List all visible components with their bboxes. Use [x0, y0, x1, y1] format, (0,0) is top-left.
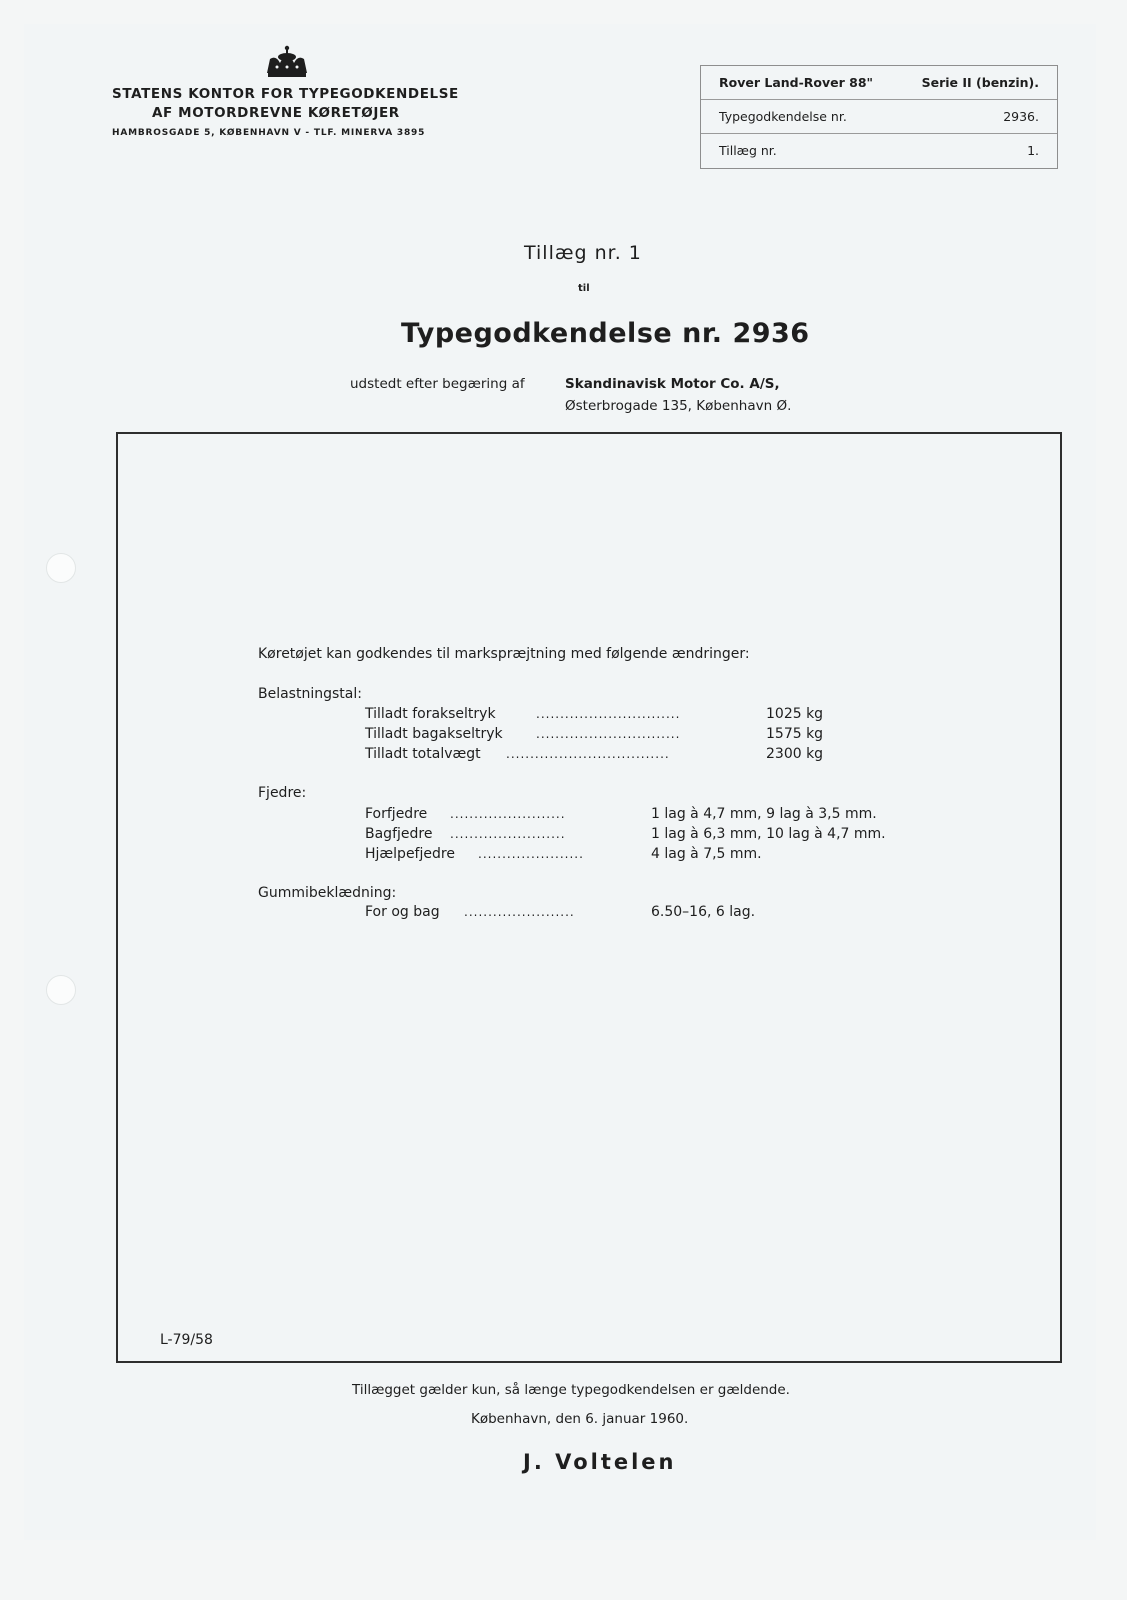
- title-connector: til: [578, 283, 590, 294]
- place-date: København, den 6. januar 1960.: [471, 1411, 689, 1427]
- spring-label: Hjælpefjedre: [365, 846, 455, 862]
- validity-note: Tillægget gælder kun, så længe typegodkendelsen er gældende.: [352, 1382, 790, 1398]
- leader-dots: ..............................: [536, 707, 681, 721]
- model-row: [701, 66, 1057, 99]
- load-heading: Belastningstal:: [258, 686, 362, 702]
- spring-label: Forfjedre: [365, 806, 428, 822]
- model-series: Serie II (benzin).: [921, 75, 1039, 90]
- applicant-company: Skandinavisk Motor Co. A/S,: [565, 376, 780, 392]
- load-label: Tilladt bagakseltryk: [365, 726, 503, 742]
- model-name: Rover Land-Rover 88": [719, 75, 874, 90]
- crown-emblem-icon: [262, 45, 312, 79]
- spring-value: 4 lag à 7,5 mm.: [651, 846, 762, 862]
- spring-value: 1 lag à 4,7 mm, 9 lag à 3,5 mm.: [651, 806, 877, 822]
- springs-heading: Fjedre:: [258, 785, 307, 801]
- agency-name-line2: AF MOTORDREVNE KØRETØJER: [152, 105, 400, 121]
- document-reference: L-79/58: [160, 1332, 213, 1348]
- spring-value: 1 lag à 6,3 mm, 10 lag à 4,7 mm.: [651, 826, 886, 842]
- approval-number-row: [701, 100, 1057, 133]
- agency-address: HAMBROSGADE 5, KØBENHAVN V - TLF. MINERVA 3895: [112, 128, 426, 138]
- tyre-label: For og bag: [365, 904, 440, 920]
- leader-dots: .......................: [464, 905, 575, 919]
- approval-title: Typegodkendelse nr. 2936: [401, 318, 810, 349]
- load-value: 1575 kg: [766, 726, 824, 742]
- signature-name: J. Voltelen: [523, 1450, 677, 1474]
- changes-intro: Køretøjet kan godkendes til markspræjtning med følgende ændringer:: [258, 646, 750, 662]
- load-value: 1025 kg: [766, 706, 824, 722]
- leader-dots: ......................: [478, 847, 584, 861]
- load-label: Tilladt forakseltryk: [365, 706, 496, 722]
- applicant-address: Østerbrogade 135, København Ø.: [565, 398, 792, 414]
- agency-name-line1: STATENS KONTOR FOR TYPEGODKENDELSE: [112, 86, 459, 102]
- approval-number-label: Typegodkendelse nr.: [719, 109, 847, 124]
- supplement-number-label: Tillæg nr.: [719, 143, 777, 158]
- approval-number-value: 2936.: [1003, 109, 1039, 124]
- leader-dots: ........................: [450, 807, 566, 821]
- leader-dots: ........................: [450, 827, 566, 841]
- supplement-title: Tillæg nr. 1: [524, 242, 642, 264]
- tyres-heading: Gummibeklædning:: [258, 885, 397, 901]
- issued-prefix: udstedt efter begæring af: [350, 376, 525, 392]
- leader-dots: ..............................: [536, 727, 681, 741]
- punch-hole-top: [46, 553, 76, 583]
- spring-label: Bagfjedre: [365, 826, 433, 842]
- approval-info-box: [700, 65, 1058, 169]
- supplement-number-row: [701, 134, 1057, 167]
- punch-hole-bottom: [46, 975, 76, 1005]
- leader-dots: ..................................: [506, 747, 670, 761]
- supplement-number-value: 1.: [1027, 143, 1039, 158]
- tyre-value: 6.50–16, 6 lag.: [651, 904, 756, 920]
- load-label: Tilladt totalvægt: [365, 746, 481, 762]
- load-value: 2300 kg: [766, 746, 824, 762]
